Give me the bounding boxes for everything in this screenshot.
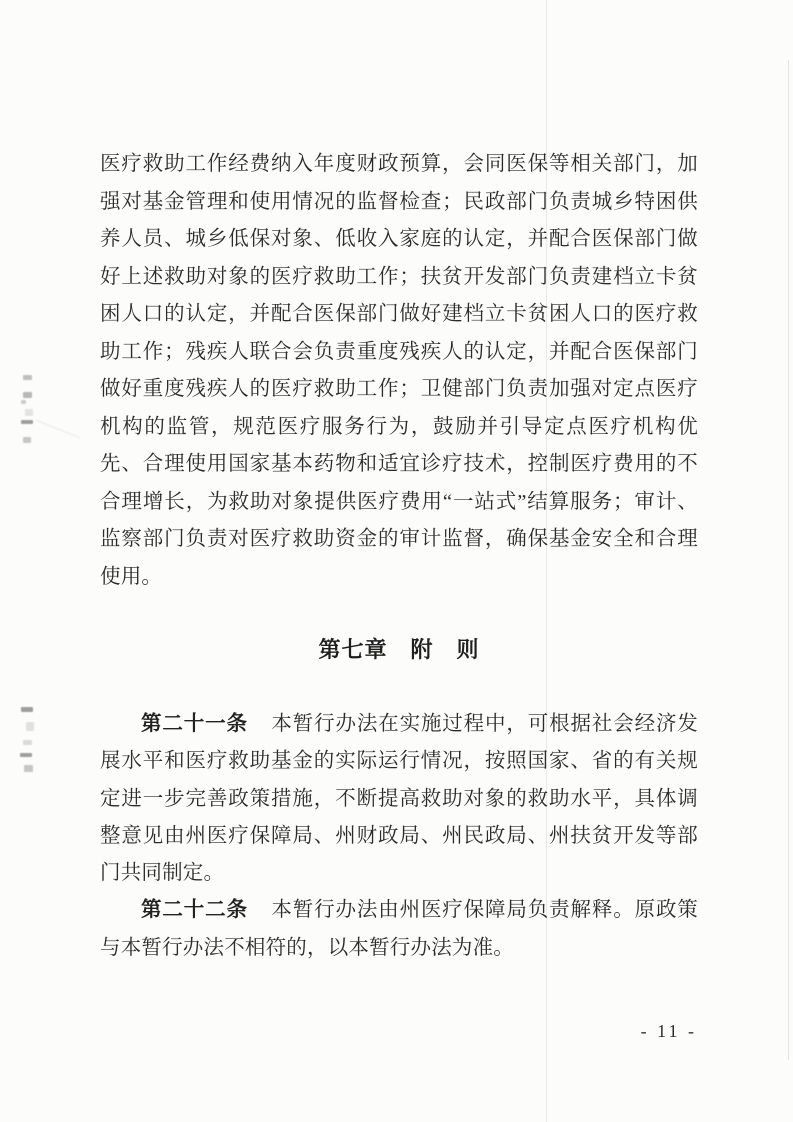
margin-smudge xyxy=(26,722,34,731)
margin-smudge xyxy=(24,765,33,772)
scan-edge-line xyxy=(788,60,789,1060)
margin-smudge xyxy=(20,753,32,757)
margin-smudge xyxy=(25,409,33,416)
margin-smudge xyxy=(23,375,32,380)
chapter-heading: 第七章 附 则 xyxy=(318,637,480,662)
margin-smudge xyxy=(21,400,26,404)
margin-smudge xyxy=(21,420,33,424)
margin-smudge xyxy=(23,740,32,745)
article-22-text: 本暂行办法由州医疗保障局负责解释。原政策与本暂行办法不相符的，以本暂行办法为准。 xyxy=(100,899,699,959)
article-22-number: 第二十二条 xyxy=(141,899,248,922)
articles-section xyxy=(100,706,698,967)
continuation-paragraph: 医疗救助工作经费纳入年度财政预算，会同医保等相关部门，加强对基金管理和使用情况的监督检查；民政部门负责城乡特困供养人员、城乡低保对象、低收入家庭的认定，并配合医保部门做好上述救助对象的医疗救助工作；扶贫开发部门负责建档立卡贫困人口的认定，并配合医保部门做好建档立卡贫困人口的医疗救助工作；残疾人联合会负责重度残疾人的认定，并配合医保部门做好重度残疾人的医疗救助工作；卫健部门负责加强对定点医疗机构的监管，规范医疗服务行为，鼓励并引导定点医疗机构优先、合理使用国家基本药物和适宜诊疗技术，控制医疗费用的不合理增长，为救助对象提供医疗费用“一站式”结算服务；审计、监察部门负责对医疗救助资金的审计监督，确保基金安全和合理使用。 xyxy=(100,153,698,588)
article-21 xyxy=(100,706,698,892)
article-21-text: 本暂行办法在实施过程中，可根据社会经济发展水平和医疗救助基金的实际运行情况，按照国家、省的有关规定进一步完善政策措施，不断提高救助对象的救助水平，具体调整意见由州医疗保障局、州财政局、州民政局、州扶贫开发等部门共同制定。 xyxy=(100,713,699,885)
margin-smudge xyxy=(23,392,32,398)
margin-smudge xyxy=(21,707,33,712)
margin-streak xyxy=(35,419,80,439)
article-22 xyxy=(100,892,698,967)
article-21-number: 第二十一条 xyxy=(141,713,248,735)
margin-smudge xyxy=(23,437,31,443)
page-number: - 11 - xyxy=(640,1021,697,1041)
